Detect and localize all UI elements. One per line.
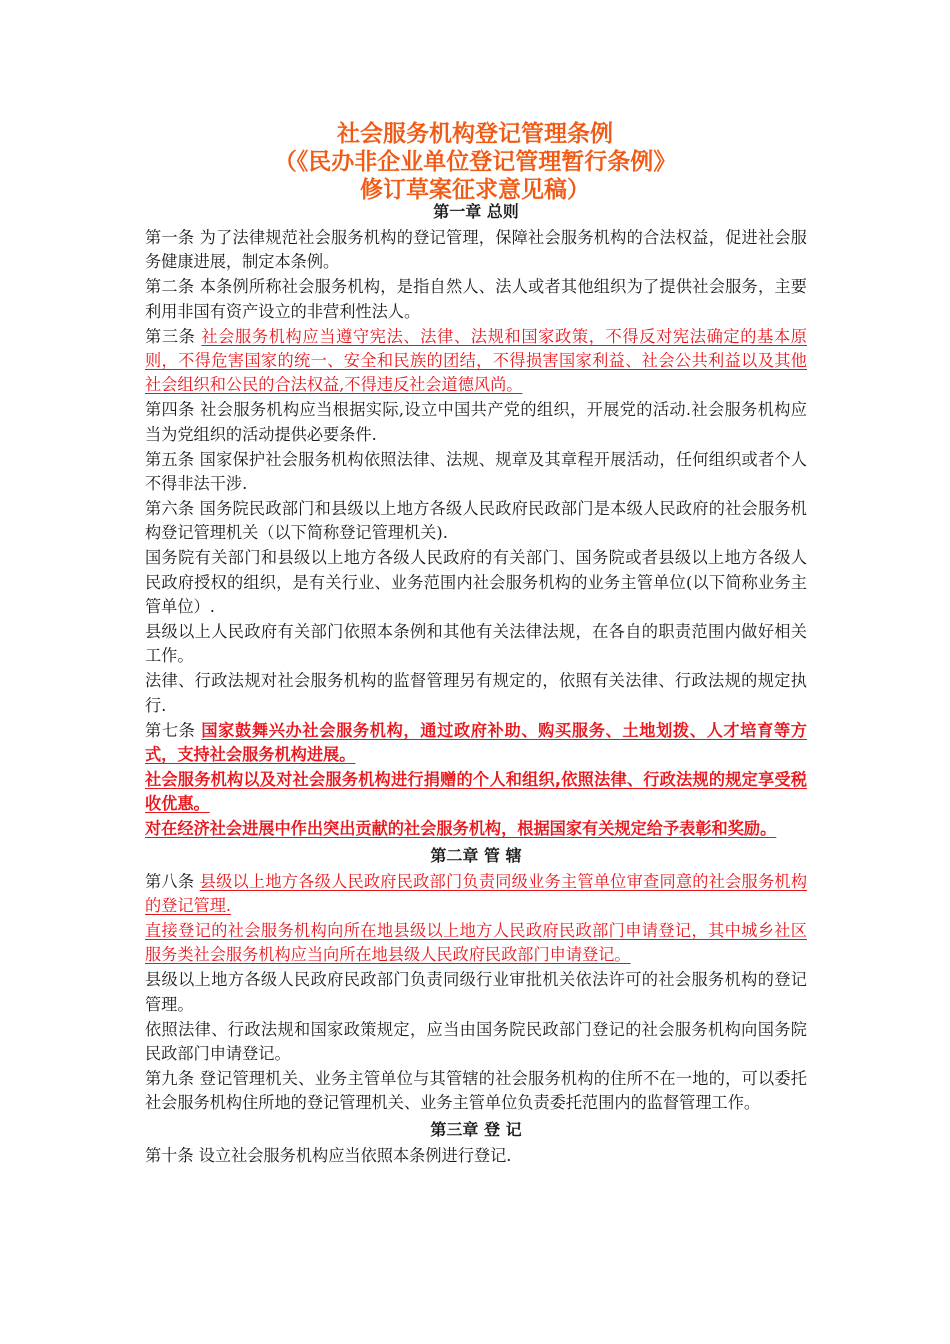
chapter-heading-1: 第一章 总则 [433,202,519,221]
article-6-para-3: 县级以上人民政府有关部门依照本条例和其他有关法律法规，在各自的职责范围内做好相关工作。 [145,622,807,666]
title-line-2: （《民办非企业单位登记管理暂行条例》 [273,149,677,175]
article-8 [145,870,807,919]
article-6: 第六条 国务院民政部门和县级以上地方各级人民政府民政部门是本级人民政府的社会服务机构登记管理机关（以下简称登记管理机关). [145,498,807,543]
article-6-para-2: 国务院有关部门和县级以上地方各级人民政府的有关部门、国务院或者县级以上地方各级人民政府授权的组织，是有关行业、业务范围内社会服务机构的业务主管单位(以下简称业务主管单位）. [145,548,807,617]
article-3 [145,325,807,398]
document-body [145,198,807,1169]
article-1: 第一条 为了法律规范社会服务机构的登记管理，保障社会服务机构的合法权益，促进社会服务健康进展，制定本条例。 [145,228,807,272]
title-line-1: 社会服务机构登记管理条例 [337,121,613,147]
document-title [0,120,950,204]
article-7-label: 第七条 [145,720,202,740]
article-3-highlight: 社会服务机构应当遵守宪法、法律、法规和国家政策，不得反对宪法确定的基本原则，不得危害国家的统一、安全和民族的团结，不得损害国家利益、社会公共利益以及其他社会组织和公民的合法权益,不得违反社会道德风尚。 [145,326,807,395]
article-10: 第十条 设立社会服务机构应当依照本条例进行登记. [145,1145,512,1165]
article-7-para-2: 社会服务机构以及对社会服务机构进行捐赠的个人和组织,依照法律、行政法规的规定享受税收优惠。 [145,769,807,814]
article-8-label: 第八条 [145,871,200,891]
article-6-para-4: 法律、行政法规对社会服务机构的监督管理另有规定的，依照有关法律、行政法规的规定执行. [145,671,807,715]
article-9: 第九条 登记管理机关、业务主管单位与其管辖的社会服务机构的住所不在一地的，可以委托社会服务机构住所地的登记管理机关、业务主管单位负责委托范围内的监督管理工作。 [145,1068,807,1113]
article-7 [145,719,807,768]
article-5: 第五条 国家保护社会服务机构依照法律、法规、规章及其章程开展活动，任何组织或者个人不得非法干涉. [145,449,807,494]
article-7-para-3: 对在经济社会进展中作出突出贡献的社会服务机构，根据国家有关规定给予表彰和奖励。 [145,819,777,839]
article-8-para-2: 直接登记的社会服务机构向所在地县级以上地方人民政府民政部门申请登记，其中城乡社区服务类社会服务机构应当向所在地县级人民政府民政部门申请登记。 [145,920,807,965]
article-3-label: 第三条 [145,326,202,346]
article-8-para-3: 县级以上地方各级人民政府民政部门负责同级行业审批机关依法许可的社会服务机构的登记管理。 [145,970,807,1014]
article-8-para-4: 依照法律、行政法规和国家政策规定，应当由国务院民政部门登记的社会服务机构向国务院民政部门申请登记。 [145,1019,807,1063]
chapter-heading-3: 第三章 登 记 [430,1119,522,1139]
article-2: 第二条 本条例所称社会服务机构，是指自然人、法人或者其他组织为了提供社会服务，主要利用非国有资产设立的非营利性法人。 [145,277,807,321]
article-4: 第四条 社会服务机构应当根据实际,设立中国共产党的组织，开展党的活动.社会服务机构应当为党组织的活动提供必要条件. [145,400,807,444]
chapter-heading-2: 第二章 管 辖 [430,845,522,865]
article-8-highlight: 县级以上地方各级人民政府民政部门负责同级业务主管单位审查同意的社会服务机构的登记管理. [145,871,808,916]
article-7-highlight: 国家鼓舞兴办社会服务机构，通过政府补助、购买服务、土地划拨、人才培育等方式，支持社会服务机构进展。 [145,720,807,765]
title-line-3: 修订草案征求意见稿） [360,177,590,203]
